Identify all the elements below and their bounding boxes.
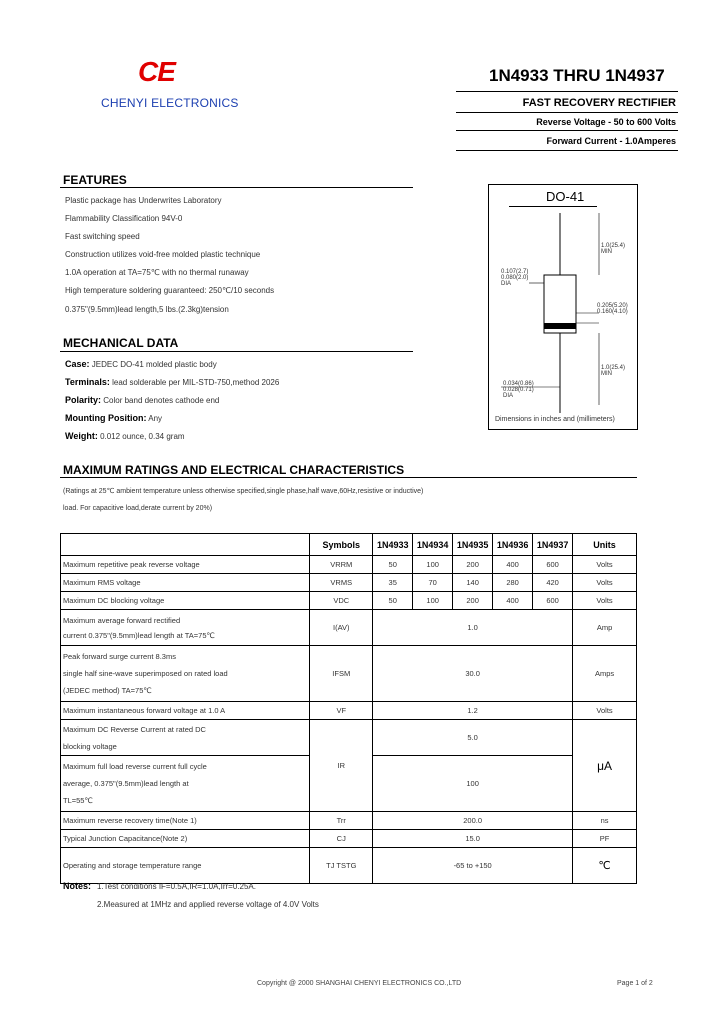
part-title: 1N4933 THRU 1N4937 — [489, 66, 665, 85]
mech-item-weight — [65, 431, 185, 441]
table-row — [61, 610, 637, 646]
package-caption: Dimensions in inches and (millimeters) — [495, 416, 615, 423]
mech-value: JEDEC DO-41 molded plastic body — [91, 360, 217, 369]
param-cell — [61, 756, 310, 812]
dim-lead-length: 1.0(25.4) MIN — [601, 243, 626, 255]
title-rule — [456, 91, 678, 92]
notes-label: Notes: — [63, 881, 92, 891]
unit-cell: Volts — [573, 556, 637, 574]
ratings-note-2: load. For capacitive load,derate current by 20%) — [63, 505, 213, 512]
feature-item: Fast switching speed — [65, 232, 140, 241]
param-cell: Maximum RMS voltage — [61, 574, 310, 592]
value-cell: 100 — [373, 756, 573, 812]
value-cell: 100 — [413, 592, 453, 610]
mech-value: lead solderable per MIL-STD-750,method 2026 — [112, 378, 280, 387]
table-row — [61, 556, 637, 574]
rv-rule — [456, 130, 678, 131]
unit-cell: Volts — [573, 592, 637, 610]
value-cell: 600 — [533, 556, 573, 574]
symbol-cell: IR — [310, 720, 373, 812]
param-cell: Maximum instantaneous forward voltage at 1.0 A — [61, 702, 310, 720]
unit-cell: μA — [573, 720, 637, 812]
fc-rule — [456, 150, 678, 151]
table-row — [61, 812, 637, 830]
value-cell: 1.0 — [373, 610, 573, 646]
forward-current: Forward Current - 1.0Amperes — [546, 136, 676, 146]
param-cell: Maximum repetitive peak reverse voltage — [61, 556, 310, 574]
feature-item: Plastic package has Underwrites Laboratory — [65, 196, 222, 205]
mech-value: Any — [148, 414, 163, 423]
value-cell: 30.0 — [373, 646, 573, 702]
symbol-cell: VDC — [310, 592, 373, 610]
mech-value: Color band denotes cathode end — [103, 396, 220, 405]
header-cell: 1N4935 — [453, 534, 493, 556]
symbol-cell: Trr — [310, 812, 373, 830]
dim-lead-length-2: 1.0(25.4) MIN — [601, 365, 626, 377]
dim-body-dia: 0.034(0.86) 0.028(0.71) DIA — [503, 381, 534, 399]
ratings-table — [60, 533, 637, 884]
param-line: Maximum average forward rectified — [63, 615, 181, 625]
param-line: blocking voltage — [63, 741, 117, 751]
features-rule — [60, 187, 413, 188]
table-header-row — [61, 534, 637, 556]
value-cell: 50 — [373, 556, 413, 574]
company-name: CHENYI ELECTRONICS — [101, 96, 239, 110]
value-cell: -65 to +150 — [373, 848, 573, 884]
value-cell: 5.0 — [373, 720, 573, 756]
mech-label: Weight: — [65, 431, 98, 441]
mech-label: Case: — [65, 359, 90, 369]
value-cell: 1.2 — [373, 702, 573, 720]
param-cell: Maximum DC blocking voltage — [61, 592, 310, 610]
symbol-cell: I(AV) — [310, 610, 373, 646]
param-cell: Typical Junction Capacitance(Note 2) — [61, 830, 310, 848]
reverse-voltage: Reverse Voltage - 50 to 600 Volts — [536, 117, 676, 127]
param-cell — [61, 610, 310, 646]
value-cell: 200 — [453, 556, 493, 574]
features-title: FEATURES — [63, 173, 127, 187]
feature-item: Flammability Classification 94V-0 — [65, 214, 183, 223]
mech-item-mounting — [65, 413, 162, 423]
ratings-rule — [60, 477, 637, 478]
value-cell: 35 — [373, 574, 413, 592]
value-cell: 600 — [533, 592, 573, 610]
header-cell: Symbols — [310, 534, 373, 556]
table-row — [61, 848, 637, 884]
param-line: current 0.375"(9.5mm)lead length at TA=75℃ — [63, 630, 215, 640]
header-cell: 1N4937 — [533, 534, 573, 556]
param-line: single half sine-wave superimposed on rated load — [63, 669, 228, 678]
ratings-note-1: (Ratings at 25℃ ambient temperature unless otherwise specified,single phase,half wave,60Hz,resistive or inductive) — [63, 488, 424, 495]
param-line: Peak forward surge current 8.3ms — [63, 652, 176, 661]
param-line: average, 0.375"(9.5mm)lead length at — [63, 779, 189, 788]
param-line: Maximum DC Reverse Current at rated DC — [63, 724, 206, 734]
table-row — [61, 574, 637, 592]
note-1: 1.Test conditions IF=0.5A,IR=1.0A,Irr=0.25A. — [97, 882, 256, 891]
table-row — [61, 720, 637, 756]
symbol-cell: VRRM — [310, 556, 373, 574]
param-cell: Maximum reverse recovery time(Note 1) — [61, 812, 310, 830]
subtitle-rule — [456, 112, 678, 113]
param-line: Maximum full load reverse current full cycle — [63, 762, 207, 771]
table-row — [61, 702, 637, 720]
note-2: 2.Measured at 1MHz and applied reverse voltage of 4.0V Volts — [97, 900, 319, 909]
copyright: Copyright @ 2000 SHANGHAI CHENYI ELECTRONICS CO.,LTD — [257, 980, 462, 987]
value-cell: 50 — [373, 592, 413, 610]
value-cell: 400 — [493, 556, 533, 574]
symbol-cell: IFSM — [310, 646, 373, 702]
mechanical-rule — [60, 351, 413, 352]
value-cell: 420 — [533, 574, 573, 592]
symbol-cell: VRMS — [310, 574, 373, 592]
mech-label: Mounting Position: — [65, 413, 147, 423]
mech-label: Terminals: — [65, 377, 110, 387]
mech-item-terminals — [65, 377, 279, 387]
param-line: (JEDEC method) TA=75℃ — [63, 686, 152, 695]
value-cell: 400 — [493, 592, 533, 610]
unit-cell: Volts — [573, 574, 637, 592]
ratings-title: MAXIMUM RATINGS AND ELECTRICAL CHARACTERISTICS — [63, 463, 405, 477]
package-name: DO-41 — [546, 189, 585, 204]
header-cell: 1N4934 — [413, 534, 453, 556]
unit-cell: PF — [573, 830, 637, 848]
value-cell: 70 — [413, 574, 453, 592]
header-cell: 1N4936 — [493, 534, 533, 556]
mech-item-case — [65, 359, 217, 369]
symbol-cell: CJ — [310, 830, 373, 848]
param-line: TL=55℃ — [63, 796, 93, 805]
value-cell: 15.0 — [373, 830, 573, 848]
mech-value: 0.012 ounce, 0.34 gram — [100, 432, 185, 441]
value-cell: 280 — [493, 574, 533, 592]
mech-label: Polarity: — [65, 395, 102, 405]
feature-item: Construction utilizes void-free molded plastic technique — [65, 250, 261, 259]
header-cell: 1N4933 — [373, 534, 413, 556]
feature-item: High temperature soldering guaranteed: 250℃/10 seconds — [65, 286, 275, 295]
unit-cell: Amps — [573, 646, 637, 702]
dim-lead-dia: 0.107(2.7) 0.080(2.0) DIA — [501, 269, 529, 287]
page-number: Page 1 of 2 — [617, 980, 653, 987]
value-cell: 200 — [453, 592, 493, 610]
company-logo: CE — [138, 56, 175, 87]
table-row — [61, 646, 637, 702]
unit-cell: Amp — [573, 610, 637, 646]
value-cell: 100 — [413, 556, 453, 574]
table-row — [61, 592, 637, 610]
dim-body-length: 0.205(5.20) 0.160(4.10) — [597, 303, 628, 315]
subtitle: FAST RECOVERY RECTIFIER — [522, 97, 676, 109]
param-cell: Operating and storage temperature range — [61, 848, 310, 884]
value-cell: 200.0 — [373, 812, 573, 830]
header-cell — [61, 534, 310, 556]
symbol-cell: VF — [310, 702, 373, 720]
header-cell: Units — [573, 534, 637, 556]
value-cell: 140 — [453, 574, 493, 592]
param-cell — [61, 646, 310, 702]
package-drawing — [488, 184, 638, 430]
table-row — [61, 830, 637, 848]
feature-item: 0.375"(9.5mm)lead length,5 lbs.(2.3kg)tension — [65, 305, 229, 314]
unit-cell: ns — [573, 812, 637, 830]
param-cell — [61, 720, 310, 756]
mechanical-title: MECHANICAL DATA — [63, 336, 179, 350]
unit-cell: Volts — [573, 702, 637, 720]
feature-item: 1.0A operation at TA=75℃ with no thermal runaway — [65, 268, 249, 277]
symbol-cell: TJ TSTG — [310, 848, 373, 884]
unit-cell: ℃ — [573, 848, 637, 884]
mech-item-polarity — [65, 395, 219, 405]
